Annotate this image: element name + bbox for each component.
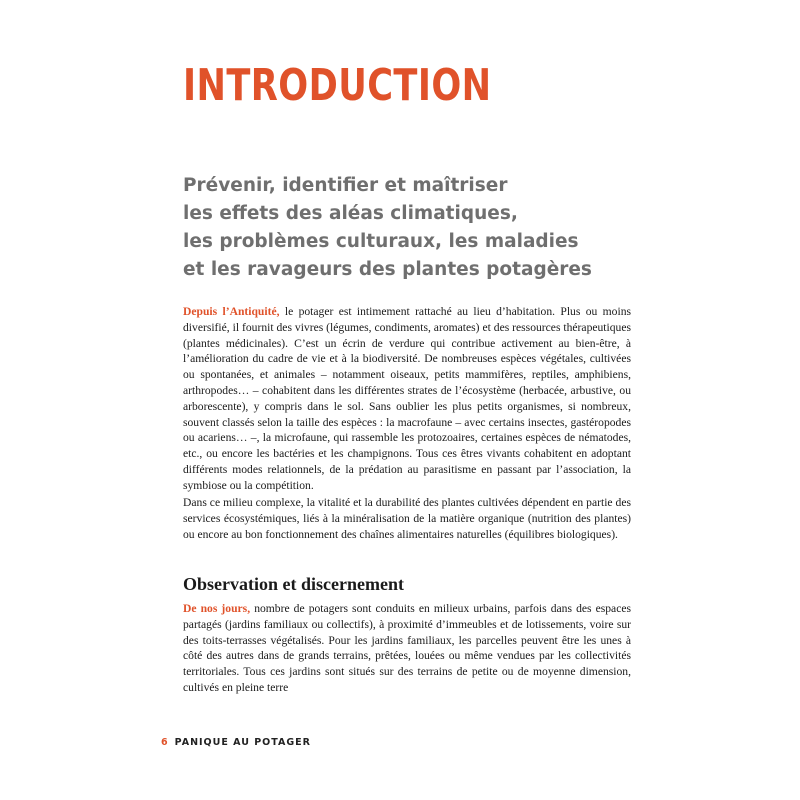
page-title: INTRODUCTION <box>183 60 492 111</box>
page-subtitle <box>183 172 623 284</box>
paragraph-text: le potager est intimement rattaché au lieu d’habitation. Plus ou moins diversifié, il fournit des vivres (légumes, condiments, aromates) et des ressources thérapeutiques (plantes médicinales). C’est un écrin de verdure qui contribue activement au bien-être, à l’amélioration du cadre de vie et à la biodiversité. De nombreuses espèces végétales, cultivées ou spontanées, et animales – notamment oiseaux, petits mammifères, reptiles, amphibiens, arthropodes… – cohabitent dans les différentes strates de l’écosystème (herbacée, arbustive, ou arborescente), y compris dans le sol. Sans oublier les plus petits organismes, si nombreux, souvent classés selon la taille des espèces : la macrofaune – avec certains insectes, gastéropodes ou acariens… –, la microfaune, qui rassemble les protozoaires, certaines espèces de nématodes, etc., ou encore les bactéries et les champignons. Tous ces êtres vivants cohabitent en adoptant différents modes relationnels, de la prédation au parasitisme en passant par l’association, la symbiose ou la compétition. <box>183 305 632 492</box>
subtitle-line: et les ravageurs des plantes potagères <box>183 259 592 280</box>
running-title: PANIQUE AU POTAGER <box>174 737 311 748</box>
paragraph-text: nombre de potagers sont conduits en milieux urbains, parfois dans des espaces partagés (jardins familiaux ou collectifs), à proximité d’immeubles et de lotissements, voire sur des toits-terrasses végétalisés. Pour les jardins familiaux, les parcelles peuvent être les unes à côté des autres dans de grands terrains, prêtées, louées ou même vendues par les collectivités territoriales. Tous ces jardins sont situés sur des terrains de petite ou de moyenne dimension, cultivés en pleine terre <box>183 602 632 694</box>
paragraph-lead: Depuis l’Antiquité, <box>183 305 280 318</box>
paragraph-nos-jours <box>183 601 631 696</box>
subtitle-line: les problèmes culturaux, les maladies <box>183 231 579 252</box>
paragraph-antiquite <box>183 304 631 494</box>
paragraph-lead: De nos jours, <box>183 602 251 615</box>
paragraph-milieu: Dans ce milieu complexe, la vitalité et la durabilité des plantes cultivées dépendent en partie des services écosystémiques, liés à la minéralisation de la matière organique (nutrition des plantes) ou encore au bon fonctionnement des chaînes alimentaires naturelles (équilibres biologiques). <box>183 496 631 541</box>
section-heading: Observation et discernement <box>183 574 404 594</box>
page-number: 6 <box>161 737 169 748</box>
subtitle-line: Prévenir, identifier et maîtriser <box>183 175 508 196</box>
subtitle-line: les effets des aléas climatiques, <box>183 203 518 224</box>
page-footer <box>161 737 311 748</box>
